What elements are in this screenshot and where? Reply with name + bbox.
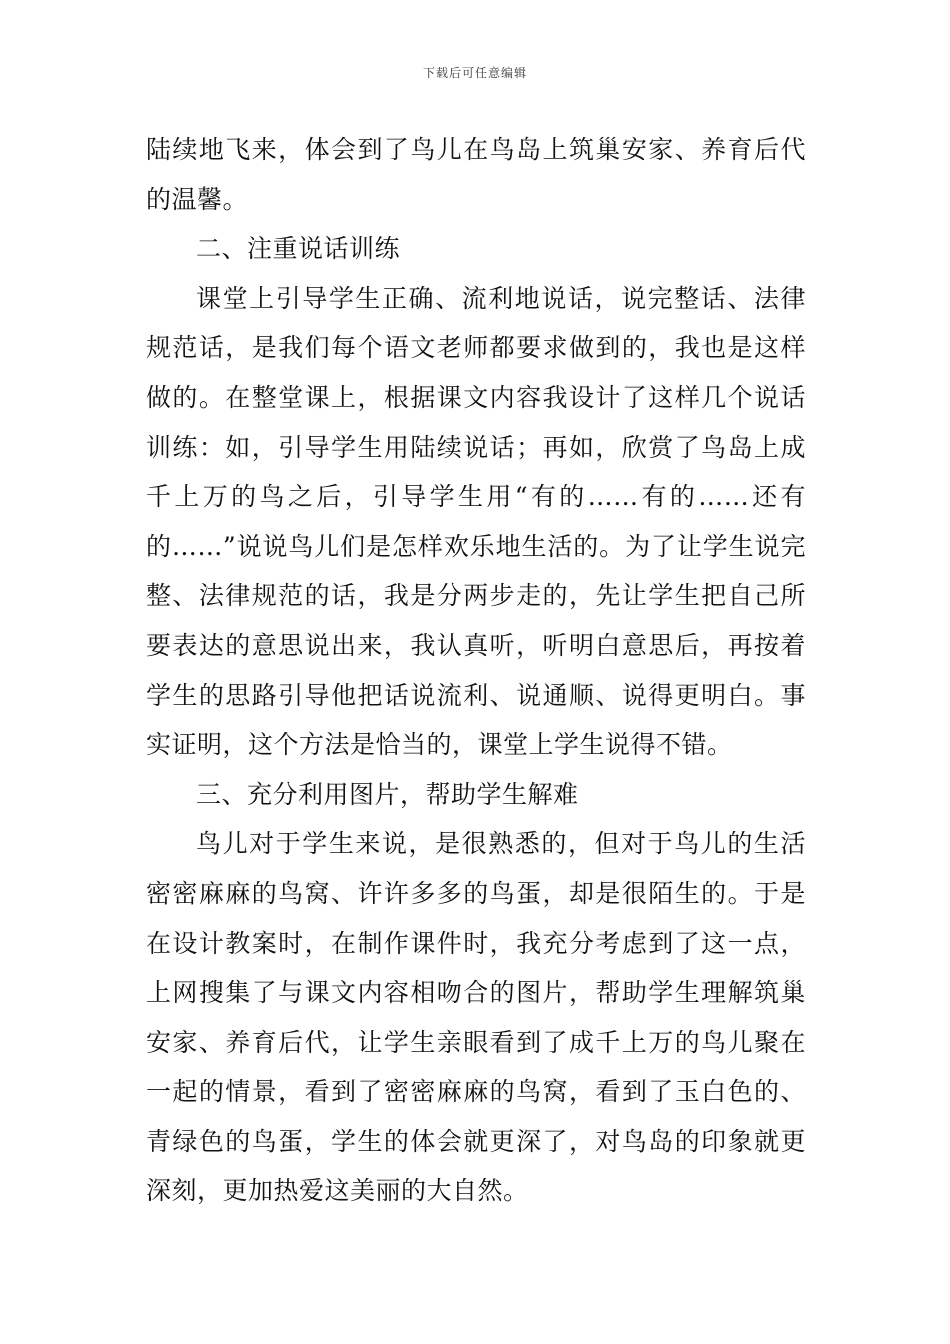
paragraph-speaking-training: 课堂上引导学生正确、流利地说话，说完整话、法律规范话，是我们每个语文老师都要求做到的，我也是这样做的。在整堂课上，根据课文内容我设计了这样几个说话训练：如，引导学生用陆续说话；再如，欣赏了鸟岛上成千上万的鸟之后，引导学生用“有的……有的……还有的……”说说鸟儿们是怎样欢乐地生活的。为了让学生说完整、法律规范的话，我是分两步走的，先让学生把自己所要表达的意思说出来，我认真听，听明白意思后，再按着学生的思路引导他把话说流利、说通顺、说得更明白。事实证明，这个方法是恰当的，课堂上学生说得不错。 bbox=[146, 283, 806, 760]
page-header-note: 下载后可任意编辑 bbox=[422, 66, 527, 80]
paragraph-continuation: 陆续地飞来，体会到了鸟儿在鸟岛上筑巢安家、养育后代的温馨。 bbox=[146, 135, 806, 214]
document-body bbox=[146, 125, 806, 1216]
section-heading-2: 二、注重说话训练 bbox=[196, 234, 401, 264]
section-heading-3: 三、充分利用图片，帮助学生解难 bbox=[196, 779, 579, 809]
paragraph-using-pictures: 鸟儿对于学生来说，是很熟悉的，但对于鸟儿的生活密密麻麻的鸟窝、许许多多的鸟蛋，却是很陌生的。于是在设计教案时，在制作课件时，我充分考虑到了这一点，上网搜集了与课文内容相吻合的图片，帮助学生理解筑巢安家、养育后代，让学生亲眼看到了成千上万的鸟儿聚在一起的情景，看到了密密麻麻的鸟窝，看到了玉白色的、青绿色的鸟蛋，学生的体会就更深了，对鸟岛的印象就更深刻，更加热爱这美丽的大自然。 bbox=[146, 829, 806, 1206]
